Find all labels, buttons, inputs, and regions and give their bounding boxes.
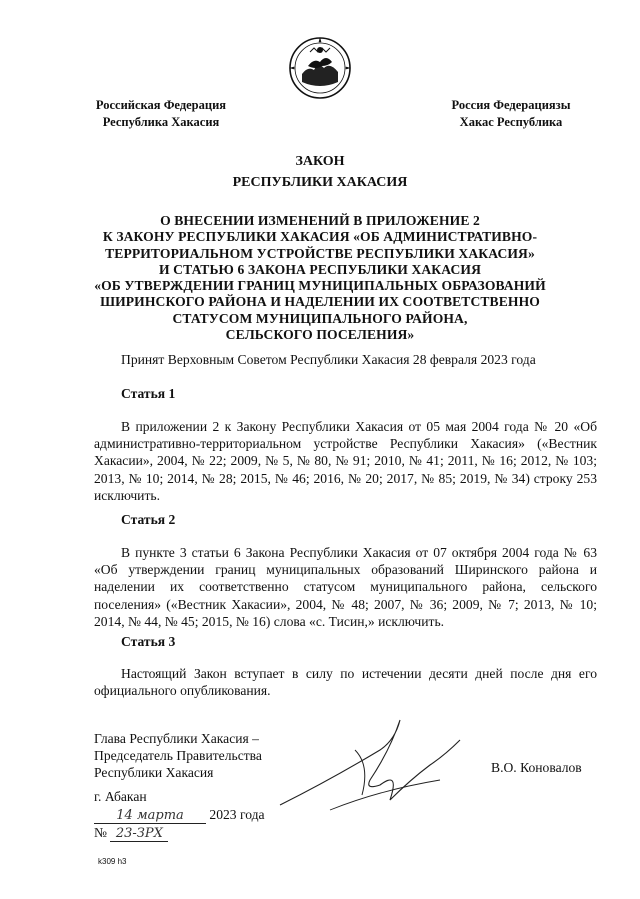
title-line: ШИРИНСКОГО РАЙОНА И НАДЕЛЕНИИ ИХ СООТВЕТСТВЕННО: [100, 294, 540, 310]
header-right-republic: Хакас Республика: [459, 115, 563, 129]
title-line: СТАТУСОМ МУНИЦИПАЛЬНОГО РАЙОНА,: [172, 310, 468, 326]
article-2-heading: Статья 2: [121, 512, 176, 527]
document-code: k309 h3: [98, 857, 127, 866]
article-3-heading: Статья 3: [121, 634, 176, 649]
article-1-text: В приложении 2 к Закону Республики Хакасия от 05 мая 2004 года № 20 «Об административно-территориальном устройстве Республики Хакасия» («Вестник Хакасии», 2004, № 22; 2009, № 5, № 80, № 91; 2010, № 41; 2011, № 16; 2012, № 103; 2013, № 10; 2014, № 28; 2015, № 46; 2016, № 20; 2017, № 85; 2019, № 34) строку 253 исключить.: [94, 419, 597, 503]
law-number: [94, 825, 168, 842]
title-line: СЕЛЬСКОГО ПОСЕЛЕНИЯ»: [225, 327, 415, 343]
coat-of-arms-icon: [288, 36, 352, 100]
article-3-text: Настоящий Закон вступает в силу по истечении десяти дней после дня его официального опубликования.: [94, 666, 597, 699]
date-line: [94, 807, 265, 824]
law-title: [70, 213, 570, 343]
article-2-text: В пункте 3 статьи 6 Закона Республики Хакасия от 07 октября 2004 года № 63 «Об утверждении границ муниципальных образований Ширинского района и наделении их соответственно статусом муниципального района, сельского поселения» («Вестник Хакасии», 2004, № 48; 2007, № 36; 2009, № 7; 2013, № 10; 2014, № 44, № 45; 2015, № 16) слова «с. Тисин,» исключить.: [94, 545, 597, 629]
signer-position: Глава Республики Хакасия – Председатель Правительства Республики Хакасия: [94, 731, 262, 781]
law-republic: РЕСПУБЛИКИ ХАКАСИЯ: [232, 175, 408, 190]
date-handwritten: 14 марта: [94, 808, 206, 824]
place: г. Абакан: [94, 789, 147, 804]
title-line: К ЗАКОНУ РЕСПУБЛИКИ ХАКАСИЯ «ОБ АДМИНИСТРАТИВНО-: [102, 229, 538, 245]
signer-name: В.О. Коновалов: [491, 760, 582, 775]
header-left-country: Российская Федерация: [95, 98, 227, 112]
date-year: 2023 года: [209, 807, 265, 822]
title-line: «ОБ УТВЕРЖДЕНИИ ГРАНИЦ МУНИЦИПАЛЬНЫХ ОБРАЗОВАНИЙ: [94, 278, 546, 294]
number-handwritten: 23-ЗРХ: [110, 826, 168, 842]
number-prefix: №: [94, 825, 107, 840]
title-line: О ВНЕСЕНИИ ИЗМЕНЕНИЙ В ПРИЛОЖЕНИЕ 2: [160, 213, 480, 228]
header-left-republic: Республика Хакасия: [102, 115, 220, 129]
signature-icon: [270, 710, 470, 820]
header-right: [441, 97, 581, 131]
header-left: [91, 97, 231, 131]
title-line: И СТАТЬЮ 6 ЗАКОНА РЕСПУБЛИКИ ХАКАСИЯ: [159, 261, 481, 277]
law-label: ЗАКОН: [295, 154, 345, 169]
adoption-note: Принят Верховным Советом Республики Хакасия 28 февраля 2023 года: [121, 352, 536, 367]
article-1-heading: Статья 1: [121, 386, 176, 401]
header-right-country: Россия Федерациязы: [451, 98, 571, 112]
title-line: ТЕРРИТОРИАЛЬНОМ УСТРОЙСТВЕ РЕСПУБЛИКИ ХАКАСИЯ»: [105, 245, 535, 261]
